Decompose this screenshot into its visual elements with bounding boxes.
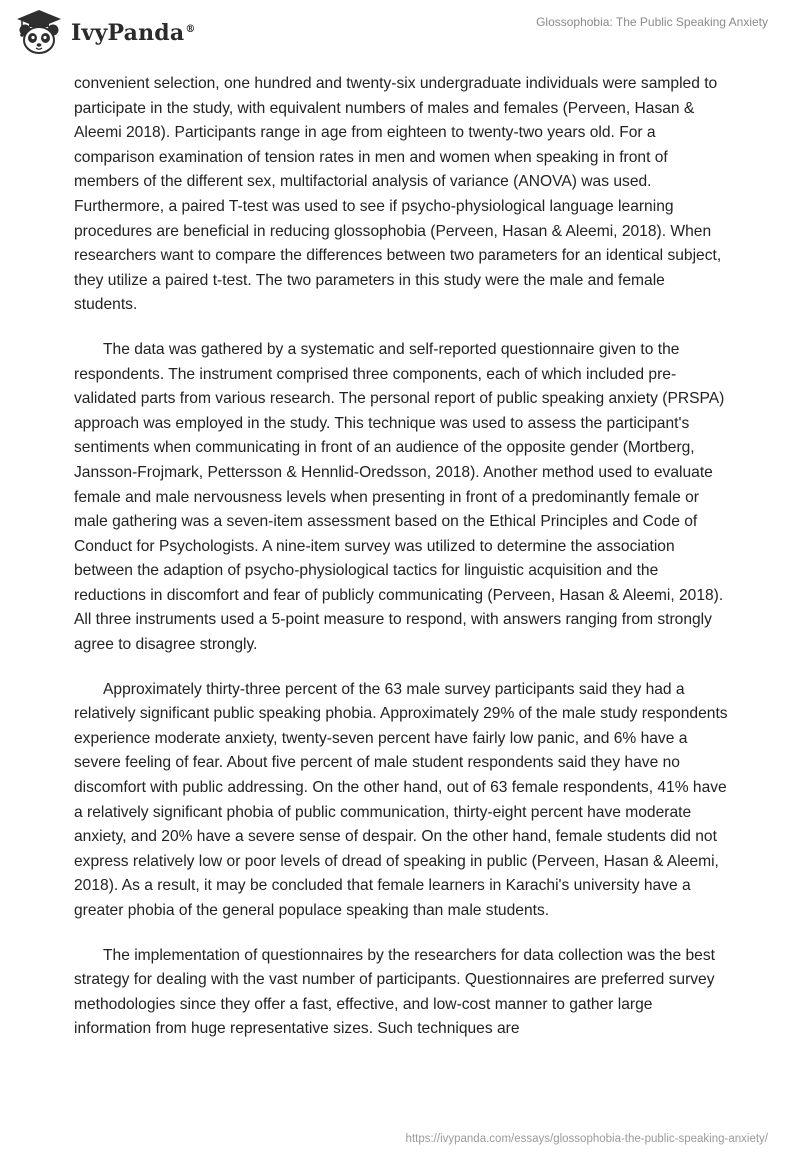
document-title: Glossophobia: The Public Speaking Anxiety	[536, 15, 768, 29]
registered-mark: ®	[185, 23, 196, 35]
paragraph-3: Approximately thirty-three percent of the 63 male survey participants said they had a relatively significant public speaking phobia. Approximately 29% of the male study respondents experience moderate anxiety, twenty-seven percent have fairly low panic, and 6% have a severe feeling of fear. About five percent of male student respondents said they have no discomfort with public addressing. On the other hand, out of 63 female respondents, 41% have a relatively significant phobia of public communication, thirty-eight percent have moderate anxiety, and 20% have a severe sense of despair. On the other hand, female students did not express relatively low or poor levels of dread of speaking in public (Perveen, Hasan & Aleemi, 2018). As a result, it may be concluded that female learners in Karachi's university have a greater phobia of the general populace speaking than male students.	[74, 680, 728, 919]
brand-name: IvyPanda®	[71, 20, 196, 46]
essay-body	[74, 72, 730, 1062]
paragraph-4: The implementation of questionnaires by the researchers for data collection was the best strategy for dealing with the vast number of participants. Questionnaires are preferred survey methodologies since they offer a fast, effective, and low-cost manner to gather large information from huge representative sizes. Such techniques are	[74, 946, 715, 1038]
ivypanda-logo[interactable]	[14, 8, 196, 56]
panda-graduation-cap-icon	[14, 8, 64, 56]
page-header	[0, 0, 800, 62]
paragraph-2: The data was gathered by a systematic and self-reported questionnaire given to the respondents. The instrument comprised three components, each of which included pre-validated parts from various research. The personal report of public speaking anxiety (PRSPA) approach was employed in the study. This technique was used to assess the participant's sentiments when communicating in front of an audience of the opposite gender (Mortberg, Jansson-Frojmark, Pettersson & Hennlid-Oredsson, 2018). Another method used to evaluate female and male nervousness levels when presenting in front of a predominantly female or male gathering was a seven-item assessment based on the Ethical Principles and Code of Conduct for Psychologists. A nine-item survey was utilized to determine the association between the adaption of psycho-physiological tactics for linguistic acquisition and the reductions in discomfort and fear of publicly communicating (Perveen, Hasan & Aleemi, 2018). All three instruments used a 5-point measure to respond, with answers ranging from strongly agree to disagree strongly.	[74, 340, 725, 654]
paragraph-1: convenient selection, one hundred and twenty-six undergraduate individuals were sampled to participate in the study, with equivalent numbers of males and females (Perveen, Hasan & Aleemi 2018). Participants range in age from eighteen to twenty-two years old. For a comparison examination of tension rates in men and women when speaking in front of members of the different sex, multifactorial analysis of variance (ANOVA) was used. Furthermore, a paired T-test was used to see if psycho-physiological language learning procedures are beneficial in reducing glossophobia (Perveen, Hasan & Aleemi, 2018). When researchers want to compare the differences between two parameters for an identical subject, they utilize a paired t-test. The two parameters in this study were the male and female students.	[74, 75, 722, 314]
source-url[interactable]: https://ivypanda.com/essays/glossophobia-the-public-speaking-anxiety/	[405, 1133, 768, 1145]
